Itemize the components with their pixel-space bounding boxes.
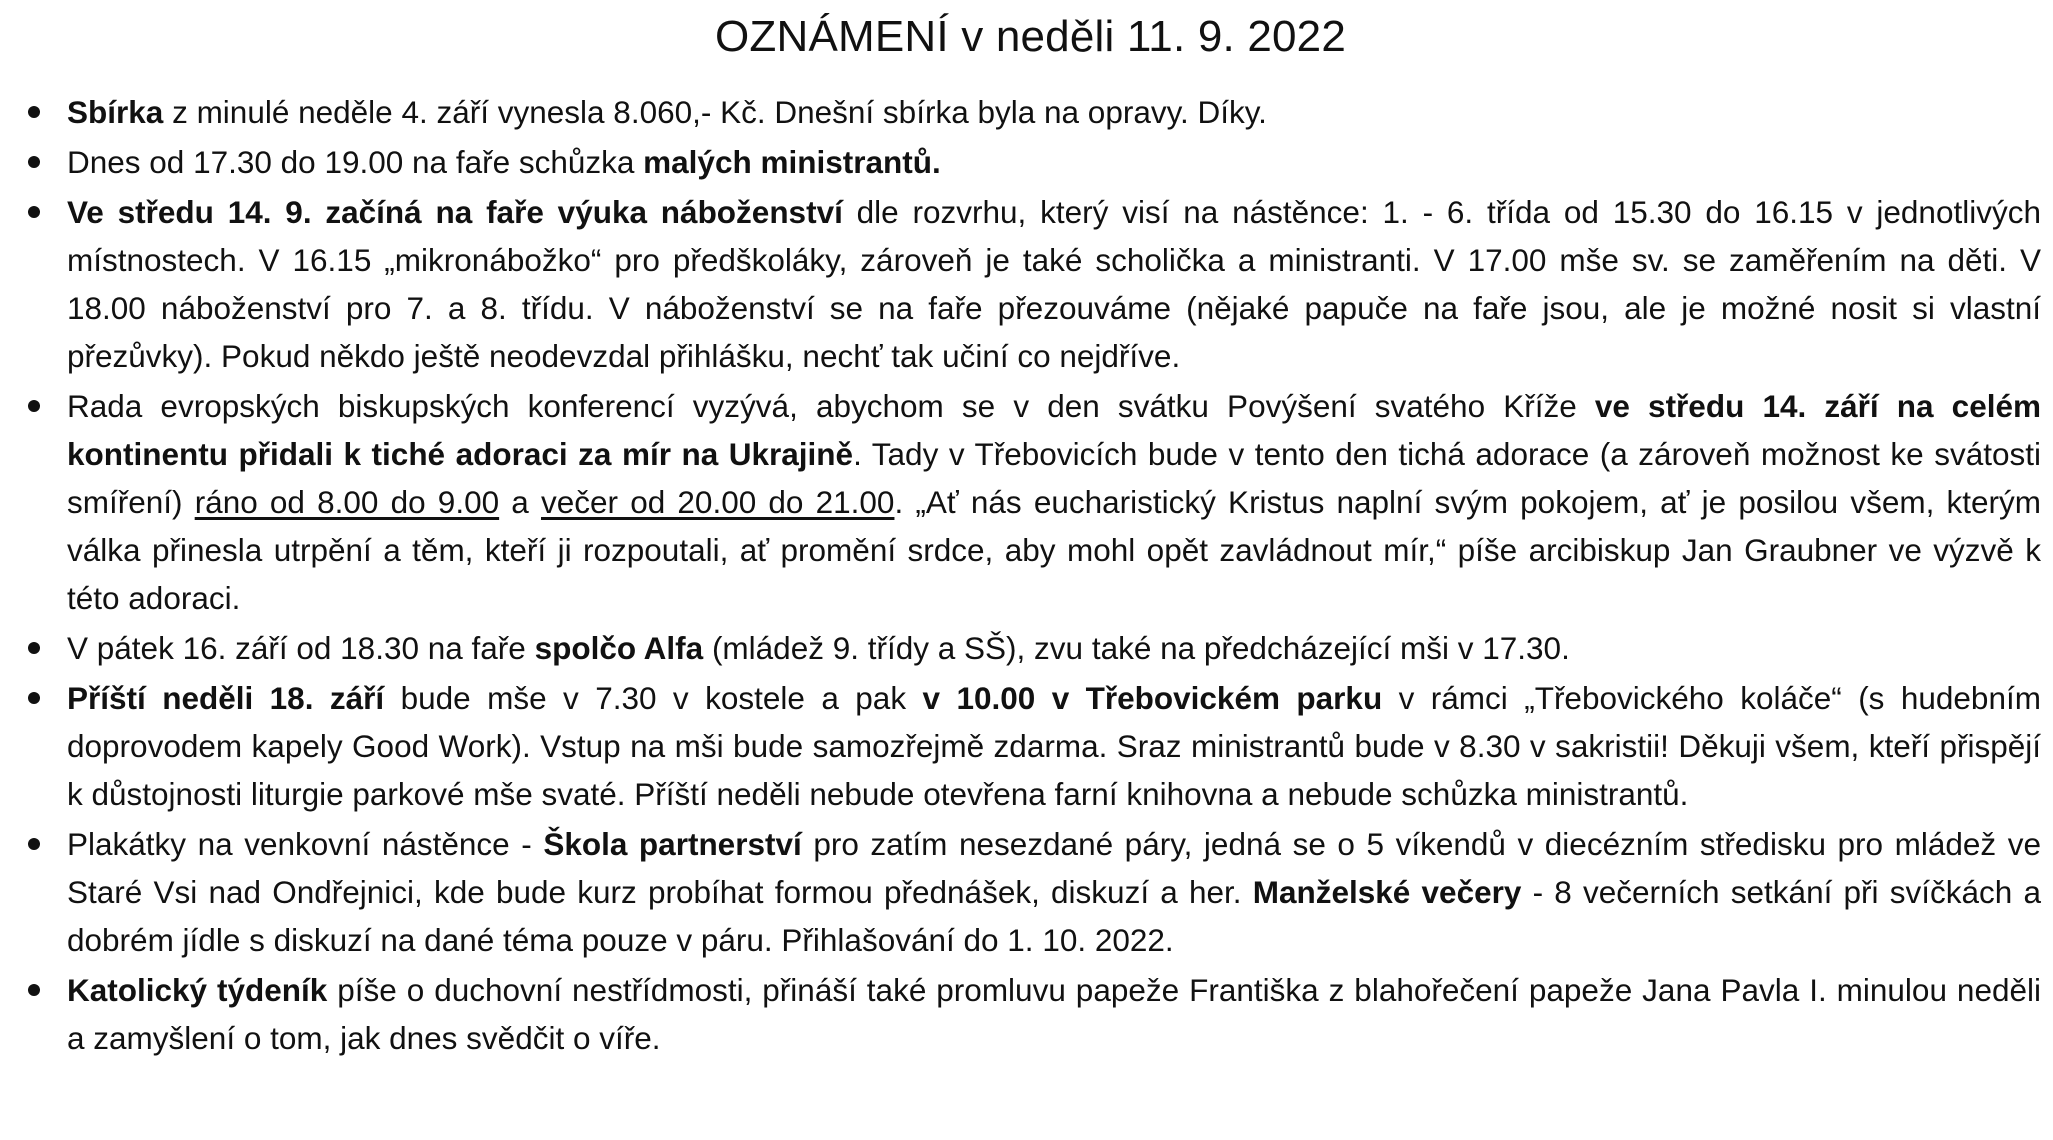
body-text: z minulé neděle 4. září vynesla 8.060,- Kč. Dnešní sbírka byla na opravy. Díky. xyxy=(163,94,1267,130)
bullet-icon xyxy=(28,642,40,654)
body-text: bude mše v 7.30 v kostele a pak xyxy=(384,680,923,716)
body-text: Rada evropských biskupských konferencí vyzývá, abychom se v den svátku Povýšení svatého Kříže xyxy=(67,388,1595,424)
emphasis-text: v 10.00 v Třebovickém parku xyxy=(922,680,1383,716)
bullet-icon xyxy=(28,984,40,996)
body-text: Dnes od 17.30 do 19.00 na faře schůzka xyxy=(67,144,644,180)
announcement-item xyxy=(20,382,2041,622)
bullet-icon xyxy=(28,400,40,412)
body-text: - 8 večerních setkání při svíčkách a dobrém jídle s diskuzí na dané téma pouze v páru. Přihlašování do 1. 10. 2022. xyxy=(67,874,2042,958)
bullet-icon xyxy=(28,692,40,704)
emphasis-text: ve středu 14. září na celém kontinentu přidali k tiché adoraci za mír na Ukrajině xyxy=(67,388,2041,472)
emphasis-text: Sbírka xyxy=(67,94,164,130)
emphasis-text: Katolický týdeník xyxy=(67,972,328,1008)
announcement-item xyxy=(20,674,2041,818)
emphasis-text: spolčo Alfa xyxy=(534,630,704,666)
body-text: (mládež 9. třídy a SŠ), zvu také na předcházející mši v 17.30. xyxy=(703,630,1570,666)
body-text: . Tady v Třebovicích bude v tento den tichá adorace (a zároveň možnost ke svátosti smíření) xyxy=(67,436,2042,520)
emphasis-text: malých ministrantů. xyxy=(643,144,941,180)
bullet-icon xyxy=(28,206,40,218)
bullet-icon xyxy=(28,156,40,168)
body-text: dle rozvrhu, který visí na nástěnce: 1. - 6. třída od 15.30 do 16.15 v jednotlivých místnostech. V 16.15 „mikronábožko“ pro předškoláky, zároveň je také scholička a ministranti. V 17.00 mše sv. se zaměřením na děti. V 18.00 náboženství pro 7. a 8. třídu. V náboženství se na faře přezouváme (nějaké papuče na faře jsou, ale je možné nosit si vlastní přezůvky). Pokud někdo ještě neodevzdal přihlášku, nechť tak učiní co nejdříve. xyxy=(67,194,2041,374)
announcement-item xyxy=(20,966,2041,1062)
body-text: píše o duchovní nestřídmosti, přináší také promluvu papeže Františka z blahořečení papeže Jana Pavla I. minulou neděli a zamyšlení o tom, jak dnes svědčit o víře. xyxy=(67,972,2041,1056)
body-text: a xyxy=(499,484,541,520)
underlined-text: večer od 20.00 do 21.00 xyxy=(541,484,895,520)
body-text: V pátek 16. září od 18.30 na faře xyxy=(67,630,535,666)
announcement-item xyxy=(20,188,2041,380)
bullet-icon xyxy=(28,106,40,118)
page-title: OZNÁMENÍ v neděli 11. 9. 2022 xyxy=(714,12,1347,61)
announcement-item xyxy=(20,624,2041,672)
announcement-list xyxy=(20,88,2041,1062)
announcement-item xyxy=(20,138,2041,186)
body-text: pro zatím nesezdané páry, jedná se o 5 víkendů v diecézním středisku pro mládež ve Staré Vsi nad Ondřejnici, kde bude kurz probíhat formou přednášek, diskuzí a her. xyxy=(67,826,2041,910)
emphasis-text: Škola partnerství xyxy=(543,826,802,862)
body-text: Plakátky na venkovní nástěnce - xyxy=(67,826,544,862)
body-text: v rámci „Třebovického koláče“ (s hudebním doprovodem kapely Good Work). Vstup na mši bude samozřejmě zdarma. Sraz ministrantů bude v 8.30 v sakristii! Děkuji všem, kteří přispějí k důstojnosti liturgie parkové mše svaté. Příští neděli nebude otevřena farní knihovna a nebude schůzka ministrantů. xyxy=(67,680,2041,812)
underlined-text: ráno od 8.00 do 9.00 xyxy=(194,484,500,520)
announcement-item xyxy=(20,820,2041,964)
announcement-item xyxy=(20,88,2041,136)
body-text: . „Ať nás eucharistický Kristus naplní svým pokojem, ať je posilou všem, kterým válka přinesla utrpění a těm, kteří ji rozpoutali, ať promění srdce, aby mohl opět zavládnout mír,“ píše arcibiskup Jan Graubner ve výzvě k této adoraci. xyxy=(67,484,2042,616)
emphasis-text: Manželské večery xyxy=(1252,874,1522,910)
bullet-icon xyxy=(28,838,40,850)
emphasis-text: Příští neděli 18. září xyxy=(67,680,385,716)
emphasis-text: Ve středu 14. 9. začíná na faře výuka náboženství xyxy=(67,194,843,230)
